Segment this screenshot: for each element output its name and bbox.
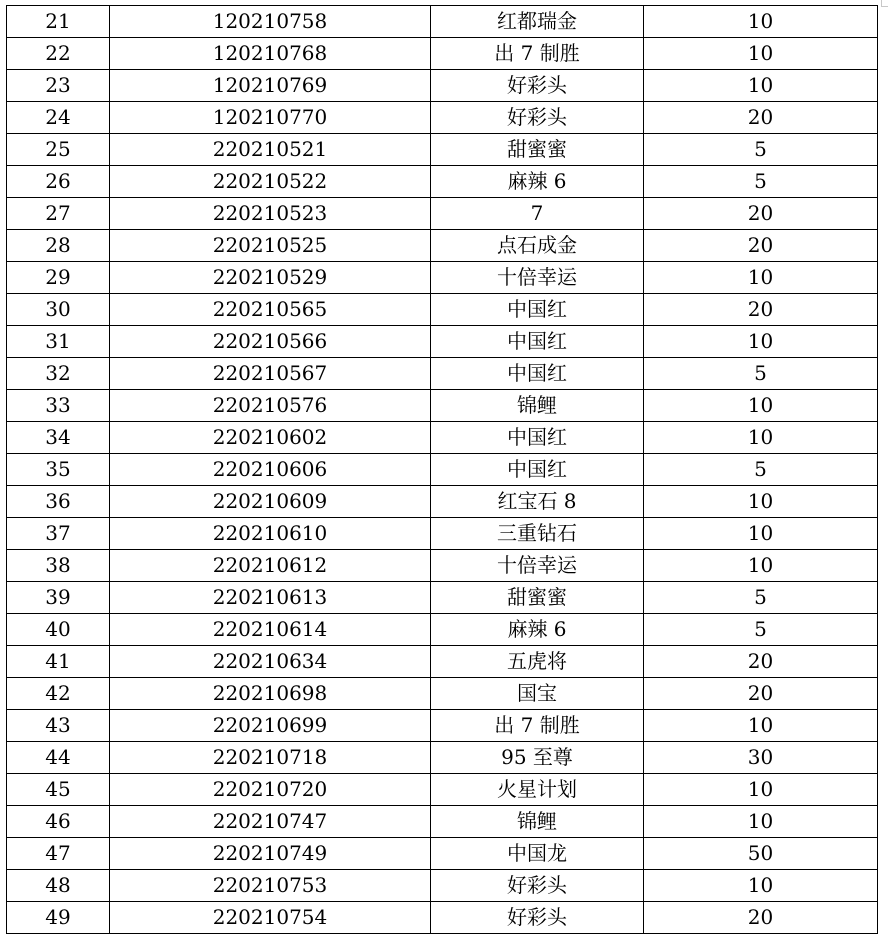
- amount-cell: 20: [644, 102, 878, 134]
- row-number-cell: 47: [7, 838, 110, 870]
- game-name-cell: 7: [431, 198, 644, 230]
- ticket-code-cell: 220210522: [110, 166, 431, 198]
- game-name-cell: 95 至尊: [431, 742, 644, 774]
- amount-cell: 5: [644, 134, 878, 166]
- amount-cell: 10: [644, 6, 878, 38]
- table-row: [7, 422, 878, 454]
- game-name-cell: 中国红: [431, 326, 644, 358]
- ticket-code-cell: 220210614: [110, 614, 431, 646]
- table-row: [7, 294, 878, 326]
- table-row: [7, 358, 878, 390]
- table-row: [7, 646, 878, 678]
- amount-cell: 30: [644, 742, 878, 774]
- row-number-cell: 29: [7, 262, 110, 294]
- game-name-cell: 火星计划: [431, 774, 644, 806]
- amount-cell: 10: [644, 326, 878, 358]
- row-number-cell: 46: [7, 806, 110, 838]
- table-row: [7, 614, 878, 646]
- row-number-cell: 21: [7, 6, 110, 38]
- ticket-code-cell: 220210610: [110, 518, 431, 550]
- ticket-code-cell: 220210609: [110, 486, 431, 518]
- amount-cell: 10: [644, 550, 878, 582]
- ticket-code-cell: 220210602: [110, 422, 431, 454]
- lottery-ticket-table: [6, 5, 878, 934]
- game-name-cell: 中国红: [431, 454, 644, 486]
- amount-cell: 20: [644, 678, 878, 710]
- amount-cell: 10: [644, 70, 878, 102]
- amount-cell: 20: [644, 294, 878, 326]
- table-row: [7, 774, 878, 806]
- table-row: [7, 326, 878, 358]
- row-number-cell: 44: [7, 742, 110, 774]
- amount-cell: 10: [644, 518, 878, 550]
- page-corner-mark: [881, 0, 888, 7]
- amount-cell: 10: [644, 710, 878, 742]
- table-row: [7, 742, 878, 774]
- table-row: [7, 70, 878, 102]
- table-row: [7, 38, 878, 70]
- amount-cell: 10: [644, 390, 878, 422]
- row-number-cell: 30: [7, 294, 110, 326]
- table-row: [7, 198, 878, 230]
- amount-cell: 10: [644, 870, 878, 902]
- ticket-code-cell: 120210770: [110, 102, 431, 134]
- table-row: [7, 518, 878, 550]
- ticket-code-cell: 220210565: [110, 294, 431, 326]
- table-row: [7, 134, 878, 166]
- ticket-code-cell: 220210634: [110, 646, 431, 678]
- amount-cell: 20: [644, 198, 878, 230]
- ticket-code-cell: 220210613: [110, 582, 431, 614]
- amount-cell: 10: [644, 38, 878, 70]
- amount-cell: 5: [644, 582, 878, 614]
- game-name-cell: 点石成金: [431, 230, 644, 262]
- row-number-cell: 35: [7, 454, 110, 486]
- amount-cell: 20: [644, 230, 878, 262]
- table-row: [7, 230, 878, 262]
- row-number-cell: 28: [7, 230, 110, 262]
- amount-cell: 10: [644, 774, 878, 806]
- amount-cell: 10: [644, 486, 878, 518]
- game-name-cell: 五虎将: [431, 646, 644, 678]
- game-name-cell: 十倍幸运: [431, 262, 644, 294]
- ticket-code-cell: 220210720: [110, 774, 431, 806]
- table-row: [7, 550, 878, 582]
- ticket-code-cell: 220210606: [110, 454, 431, 486]
- ticket-code-cell: 220210698: [110, 678, 431, 710]
- table-row: [7, 102, 878, 134]
- amount-cell: 5: [644, 166, 878, 198]
- row-number-cell: 34: [7, 422, 110, 454]
- ticket-code-cell: 220210567: [110, 358, 431, 390]
- ticket-code-cell: 120210769: [110, 70, 431, 102]
- game-name-cell: 国宝: [431, 678, 644, 710]
- game-name-cell: 三重钻石: [431, 518, 644, 550]
- amount-cell: 10: [644, 262, 878, 294]
- row-number-cell: 33: [7, 390, 110, 422]
- game-name-cell: 中国龙: [431, 838, 644, 870]
- amount-cell: 5: [644, 454, 878, 486]
- game-name-cell: 好彩头: [431, 870, 644, 902]
- game-name-cell: 麻辣 6: [431, 614, 644, 646]
- ticket-code-cell: 220210699: [110, 710, 431, 742]
- game-name-cell: 红宝石 8: [431, 486, 644, 518]
- table-row: [7, 710, 878, 742]
- row-number-cell: 49: [7, 902, 110, 934]
- game-name-cell: 中国红: [431, 294, 644, 326]
- row-number-cell: 36: [7, 486, 110, 518]
- table-row: [7, 486, 878, 518]
- table-row: [7, 870, 878, 902]
- ticket-code-cell: 220210529: [110, 262, 431, 294]
- table-row: [7, 390, 878, 422]
- row-number-cell: 32: [7, 358, 110, 390]
- table-row: [7, 166, 878, 198]
- game-name-cell: 中国红: [431, 422, 644, 454]
- ticket-code-cell: 220210754: [110, 902, 431, 934]
- amount-cell: 20: [644, 646, 878, 678]
- row-number-cell: 23: [7, 70, 110, 102]
- row-number-cell: 31: [7, 326, 110, 358]
- game-name-cell: 好彩头: [431, 902, 644, 934]
- row-number-cell: 24: [7, 102, 110, 134]
- row-number-cell: 40: [7, 614, 110, 646]
- row-number-cell: 22: [7, 38, 110, 70]
- table-row: [7, 454, 878, 486]
- game-name-cell: 好彩头: [431, 70, 644, 102]
- game-name-cell: 好彩头: [431, 102, 644, 134]
- amount-cell: 10: [644, 806, 878, 838]
- row-number-cell: 45: [7, 774, 110, 806]
- row-number-cell: 38: [7, 550, 110, 582]
- game-name-cell: 中国红: [431, 358, 644, 390]
- ticket-code-cell: 220210566: [110, 326, 431, 358]
- game-name-cell: 出 7 制胜: [431, 38, 644, 70]
- amount-cell: 10: [644, 422, 878, 454]
- row-number-cell: 25: [7, 134, 110, 166]
- row-number-cell: 42: [7, 678, 110, 710]
- amount-cell: 50: [644, 838, 878, 870]
- table-row: [7, 582, 878, 614]
- amount-cell: 20: [644, 902, 878, 934]
- table-row: [7, 902, 878, 934]
- row-number-cell: 27: [7, 198, 110, 230]
- ticket-code-cell: 220210523: [110, 198, 431, 230]
- ticket-code-cell: 220210749: [110, 838, 431, 870]
- table-row: [7, 678, 878, 710]
- row-number-cell: 43: [7, 710, 110, 742]
- ticket-code-cell: 220210576: [110, 390, 431, 422]
- ticket-code-cell: 220210718: [110, 742, 431, 774]
- ticket-code-cell: 220210525: [110, 230, 431, 262]
- table-row: [7, 838, 878, 870]
- ticket-code-cell: 220210521: [110, 134, 431, 166]
- ticket-code-cell: 120210758: [110, 6, 431, 38]
- ticket-code-cell: 120210768: [110, 38, 431, 70]
- game-name-cell: 麻辣 6: [431, 166, 644, 198]
- game-name-cell: 锦鲤: [431, 806, 644, 838]
- row-number-cell: 48: [7, 870, 110, 902]
- table-row: [7, 262, 878, 294]
- amount-cell: 5: [644, 614, 878, 646]
- amount-cell: 5: [644, 358, 878, 390]
- ticket-code-cell: 220210612: [110, 550, 431, 582]
- row-number-cell: 39: [7, 582, 110, 614]
- game-name-cell: 出 7 制胜: [431, 710, 644, 742]
- game-name-cell: 十倍幸运: [431, 550, 644, 582]
- ticket-code-cell: 220210747: [110, 806, 431, 838]
- table-row: [7, 6, 878, 38]
- game-name-cell: 红都瑞金: [431, 6, 644, 38]
- game-name-cell: 锦鲤: [431, 390, 644, 422]
- ticket-code-cell: 220210753: [110, 870, 431, 902]
- row-number-cell: 37: [7, 518, 110, 550]
- table-row: [7, 806, 878, 838]
- table-body: [7, 6, 878, 934]
- game-name-cell: 甜蜜蜜: [431, 582, 644, 614]
- row-number-cell: 26: [7, 166, 110, 198]
- row-number-cell: 41: [7, 646, 110, 678]
- game-name-cell: 甜蜜蜜: [431, 134, 644, 166]
